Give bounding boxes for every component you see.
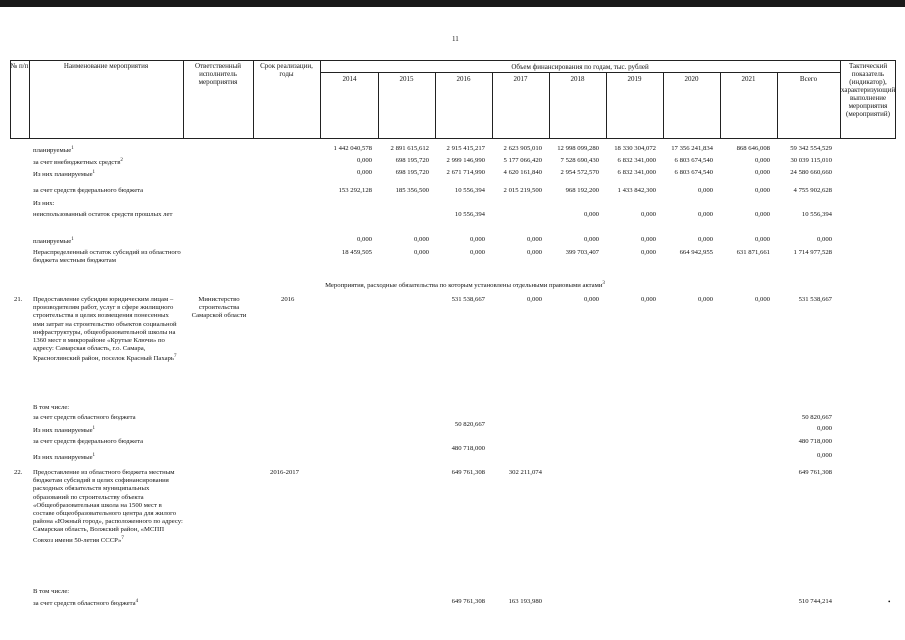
row-value: 0,000 xyxy=(469,236,485,243)
header-year: 2016 xyxy=(456,75,471,83)
row-value: 399 703,407 xyxy=(565,249,599,256)
row-value: 18 330 304,072 xyxy=(614,145,656,152)
row-label: планируемые$^1$ xyxy=(33,146,74,155)
row-value: 2 891 615,612 xyxy=(390,145,429,152)
item-21-sub-label: Из них планируемые$^1$ xyxy=(33,426,96,435)
header-year: 2019 xyxy=(627,75,642,83)
row-value: 0,000 xyxy=(469,249,485,256)
row-value: 4 755 902,628 xyxy=(793,187,832,194)
item-21-number: 21. xyxy=(14,296,23,303)
item-21-responsible: Министерство строительства Самарской области xyxy=(191,296,247,320)
row-value: 0,000 xyxy=(583,236,599,243)
item-21-value: 0,000 xyxy=(526,296,542,303)
item-22-number: 22. xyxy=(14,469,23,476)
row-value: 0,000 xyxy=(697,236,713,243)
row-label: Нераспределенный остаток субсидий из областного бюджета местным бюджетам xyxy=(33,249,181,265)
row-value: 0,000 xyxy=(356,169,372,176)
row-value: 631 871,661 xyxy=(736,249,770,256)
section-title: Мероприятия, расходные обязательства по которым установлены отдельными правовыми актами$^3$ xyxy=(325,281,605,290)
row-value: 0,000 xyxy=(754,211,770,218)
row-value: 1 442 040,578 xyxy=(333,145,372,152)
row-value: 12 998 099,280 xyxy=(557,145,599,152)
row-value: 698 195,720 xyxy=(395,169,429,176)
item-22-sub-total: 510 744,214 xyxy=(798,598,832,605)
row-value: 10 556,394 xyxy=(454,211,485,218)
row-value: 0,000 xyxy=(754,157,770,164)
scan-mark: • xyxy=(888,598,891,606)
row-value: 0,000 xyxy=(816,236,832,243)
item-22-term: 2016-2017 xyxy=(270,469,299,476)
row-value: 664 942,955 xyxy=(679,249,713,256)
row-value: 2 915 415,217 xyxy=(446,145,485,152)
row-value: 2 999 146,990 xyxy=(446,157,485,164)
header-name: Наименование мероприятия xyxy=(63,62,149,70)
row-value: 0,000 xyxy=(526,249,542,256)
row-value: 10 556,394 xyxy=(801,211,832,218)
row-value: 0,000 xyxy=(413,249,429,256)
row-label: за счет внебюджетных средств$^2$ xyxy=(33,158,123,167)
header-year: Всего xyxy=(799,75,818,83)
row-value: 59 342 554,529 xyxy=(790,145,832,152)
item-21-value: 531 538,667 xyxy=(798,296,832,303)
header-responsible: Ответственный исполнитель мероприятия xyxy=(194,62,242,86)
row-value: 0,000 xyxy=(697,211,713,218)
item-21-sub-2016: 480 718,000 xyxy=(451,445,485,452)
row-value: 4 620 161,840 xyxy=(503,169,542,176)
item-22-sub-2016: 649 761,308 xyxy=(451,598,485,605)
header-year: 2015 xyxy=(399,75,414,83)
header-year: 2020 xyxy=(684,75,699,83)
item-21-sub-total: 0,000 xyxy=(816,452,832,459)
item-21-sub-label: за счет средств областного бюджета xyxy=(33,414,136,421)
row-value: 153 292,128 xyxy=(338,187,372,194)
row-value: 6 803 674,540 xyxy=(674,157,713,164)
page-number: 11 xyxy=(452,35,459,43)
item-21-value: 0,000 xyxy=(754,296,770,303)
row-value: 6 803 674,540 xyxy=(674,169,713,176)
row-value: 2 623 905,010 xyxy=(503,145,542,152)
item-21-sub-label: Из них планируемые$^1$ xyxy=(33,453,96,462)
row-value: 868 646,008 xyxy=(736,145,770,152)
row-value: 698 195,720 xyxy=(395,157,429,164)
row-value: 0,000 xyxy=(754,169,770,176)
item-21-value: 0,000 xyxy=(640,296,656,303)
row-value: 1 433 842,300 xyxy=(617,187,656,194)
row-value: 5 177 066,420 xyxy=(503,157,542,164)
row-value: 2 015 219,500 xyxy=(503,187,542,194)
row-value: 18 459,505 xyxy=(341,249,372,256)
row-value: 6 832 341,000 xyxy=(617,169,656,176)
row-value: 0,000 xyxy=(697,187,713,194)
row-value: 0,000 xyxy=(754,236,770,243)
row-value: 0,000 xyxy=(640,236,656,243)
header-indicator: Тактический показатель (индикатор), характеризующий выполнение мероприятия (мероприятий) xyxy=(841,62,896,118)
item-21-sub-total: 0,000 xyxy=(816,425,832,432)
row-label: неиспользованный остаток средств прошлых лет xyxy=(33,211,173,218)
row-value: 0,000 xyxy=(356,236,372,243)
row-value: 0,000 xyxy=(754,187,770,194)
row-value: 2 671 714,990 xyxy=(446,169,485,176)
row-value: 0,000 xyxy=(526,236,542,243)
item-22-2017: 302 211,074 xyxy=(508,469,542,476)
row-value: 0,000 xyxy=(640,211,656,218)
header-year: 2018 xyxy=(570,75,585,83)
item-22-sub-label: за счет средств областного бюджета$^4$ xyxy=(33,599,139,608)
row-value: 24 580 660,660 xyxy=(790,169,832,176)
header-financing: Объем финансирования по годам, тыс. рублей xyxy=(511,63,649,71)
header-num: № п/п xyxy=(10,62,29,70)
row-value: 17 356 241,834 xyxy=(671,145,713,152)
item-21-sub-total: 50 820,667 xyxy=(801,414,832,421)
row-value: 6 832 341,000 xyxy=(617,157,656,164)
row-value: 30 039 115,010 xyxy=(790,157,832,164)
header-year: 2021 xyxy=(741,75,756,83)
item-22-sub-2017: 163 193,980 xyxy=(508,598,542,605)
header-term: Срок реализации, годы xyxy=(260,62,313,78)
row-label: Из них: xyxy=(33,200,55,207)
item-22-sub-label: В том числе: xyxy=(33,588,70,595)
row-label: Из них планируемые$^1$ xyxy=(33,170,96,179)
header-year: 2017 xyxy=(513,75,528,83)
item-21-value: 0,000 xyxy=(697,296,713,303)
item-21-value: 0,000 xyxy=(583,296,599,303)
row-value: 0,000 xyxy=(356,157,372,164)
item-21-sub-2016: 50 820,667 xyxy=(454,421,485,428)
row-value: 185 356,500 xyxy=(395,187,429,194)
row-label: за счет средств федерального бюджета xyxy=(33,187,144,194)
item-21-value: 531 538,667 xyxy=(451,296,485,303)
item-22-total: 649 761,308 xyxy=(798,469,832,476)
row-value: 1 714 977,528 xyxy=(793,249,832,256)
item-21-sub-label: за счет средств федерального бюджета xyxy=(33,438,144,445)
item-21-sub-label: В том числе: xyxy=(33,404,70,411)
item-21-text: Предоставление субсидии юридическим лицам – производителям работ, услуг в сфере жилищного строительства в целях возмещения понесенных ими затрат на строительство объектов социальной инфраструктуры, общеобразовательной школы на 1360 мест в микрорайоне «Крутые Ключи» по адресу: Самарская область, г.о. Самара, Красноглинский район, поселок Красный Пахарь$^7$ xyxy=(33,296,177,363)
header-year: 2014 xyxy=(342,75,357,83)
row-value: 0,000 xyxy=(413,236,429,243)
row-value: 10 556,394 xyxy=(454,187,485,194)
row-value: 0,000 xyxy=(640,249,656,256)
row-value: 0,000 xyxy=(583,211,599,218)
item-22-2016: 649 761,308 xyxy=(451,469,485,476)
row-label: планируемые$^1$ xyxy=(33,237,74,246)
row-value: 2 954 572,570 xyxy=(560,169,599,176)
row-value: 968 192,200 xyxy=(565,187,599,194)
item-21-term: 2016 xyxy=(281,296,295,303)
top-scan-border xyxy=(0,0,905,7)
item-22-text: Предоставление из областного бюджета местным бюджетам субсидий в целях софинансирования расходных обязательств муниципальных образований по строительству объекта «Общеобразовательная школа на 1500 мест в составе общеобразовательного центра для жилого района «Южный город», расположенного по адресу: Самарская область, Волжский район, «МСПП Совхоз имени 50-летия СССР»$^7$ xyxy=(33,469,183,544)
row-value: 7 528 690,430 xyxy=(560,157,599,164)
item-21-sub-total: 480 718,000 xyxy=(798,438,832,445)
